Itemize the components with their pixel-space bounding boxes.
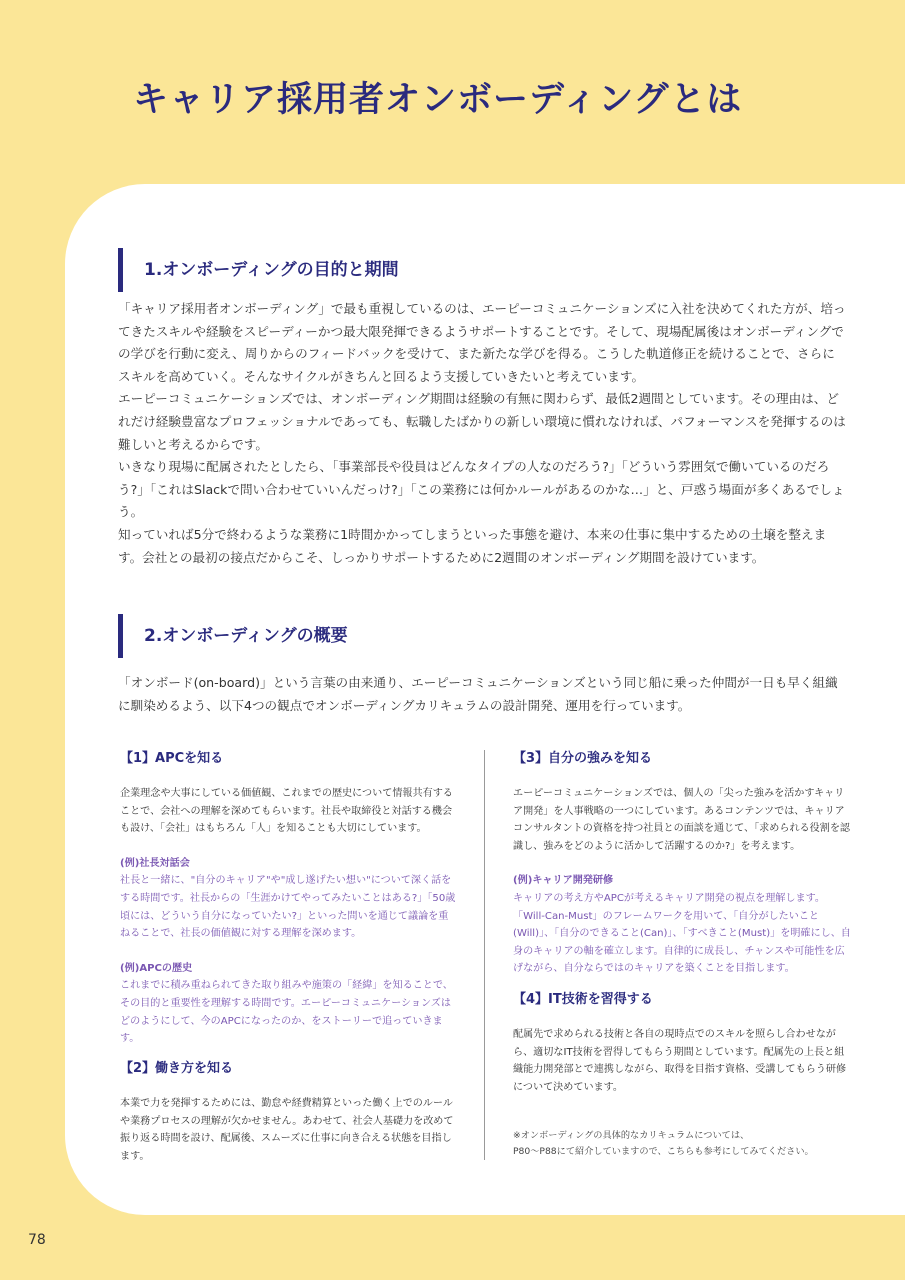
point3-example-heading: (例)キャリア開発研修 (513, 875, 614, 887)
point4-block (513, 991, 851, 1096)
point2-block (120, 1060, 458, 1165)
point1-example1-body: 社長と一緒に、"自分のキャリア"や"成し遂げたい想い"について深く話をする時間です。社長からの「生涯かけてやってみたいことはある?」「50歳頃には、どういう自分になっていたい?」といった問いを通じて議論を重ねることで、社長の価値観に対する理解を深めます。 (120, 875, 456, 940)
point1-example2-heading: (例)APCの歴史 (120, 962, 193, 974)
section1-paragraph: 知っていれば5分で終わるような業務に1時間かかってしまうといった事態を避け、本来の仕事に集中するための土壌を整えます。会社との最初の接点だからこそ、しっかりサポートするために2週間のオンボーディング期間を設けています。 (118, 526, 827, 565)
section2-heading: 2.オンボーディングの概要 (118, 614, 348, 658)
curriculum-note (513, 1128, 851, 1160)
point1-block (120, 750, 458, 1048)
point1-body: 企業理念や大事にしている価値観、これまでの歴史について情報共有することで、会社への理解を深めてもらいます。社長や取締役と対話する機会も設け、「会社」はもちろん「人」を知ることも大切にしています。 (120, 788, 453, 835)
section1-body (118, 298, 846, 569)
note-line2: P80〜P88にて紹介していますので、こちらも参考にしてみてください。 (513, 1146, 814, 1157)
section1-heading: 1.オンボーディングの目的と期間 (118, 248, 399, 292)
point4-body: 配属先で求められる技術と各自の現時点でのスキルを照らし合わせながら、適切なIT技術を習得してもらう期間としています。配属先の上長と組織能力開発部とで連携しながら、取得を目指す資格、受講してもらう研修について決めています。 (513, 1029, 847, 1093)
point1-example2-body: これまでに積み重ねられてきた取り組みや施策の「経緯」を知ることで、その目的と重要性を理解する時間です。エーピーコミュニケーションズはどのようにして、今のAPCになったのか、をストーリーで追っていきます。 (120, 980, 453, 1045)
point3-block (513, 750, 851, 978)
section1-paragraph: 「キャリア採用者オンボーディング」で最も重視しているのは、エーピーコミュニケーションズに入社を決めてくれた方が、培ってきたスキルや経験をスピーディーかつ最大限発揮できるようサポートすることです。そして、現場配属後はオンボーディングでの学びを行動に変え、周りからのフィードバックを受けて、また新たな学びを得る。こうした軌道修正を続けることで、さらにスキルを高めていく。そんなサイクルがきちんと回るよう支援していきたいと考えています。 (118, 301, 846, 384)
note-line1: ※オンボーディングの具体的なカリキュラムについては、 (513, 1130, 750, 1141)
point3-example-body: キャリアの考え方やAPCが考えるキャリア開発の視点を理解します。「Will-Can-Must」のフレームワークを用いて、「自分がしたいこと(Will)」、「自分のできること(Can)」、「すべきこと(Must)」を明確にし、自身のキャリアの軸を確立します。自律的に成長し、チャンスや可能性を広げながら、自分ならではのキャリアを築くことを目指します。 (513, 892, 851, 975)
point4-heading: 【4】IT技術を習得する (513, 992, 653, 1007)
section2-intro-text: 「オンボード(on-board)」という言葉の由来通り、エーピーコミュニケーションズという同じ船に乗った仲間が一日も早く組織に馴染めるよう、以下4つの観点でオンボーディングカリキュラムの設計開発、運用を行っています。 (118, 675, 838, 713)
section1-paragraph: いきなり現場に配属されたとしたら、「事業部長や役員はどんなタイプの人なのだろう?」「どういう雰囲気で働いているのだろう?」「これはSlackで問い合わせていいんだっけ?」「この業務には何かルールがあるのかな…」と、戸惑う場面が多くあるでしょう。 (118, 459, 845, 520)
point3-body: エーピーコミュニケーションズでは、個人の「尖った強みを活かすキャリア開発」を人事戦略の一つにしています。あるコンテンツでは、キャリアコンサルタントの資格を持つ社員との面談を通じて、「求められる役割を認識し、強みをどのように活かして活躍するのか?」を考えます。 (513, 788, 851, 852)
section1-paragraph: エーピーコミュニケーションズでは、オンボーディング期間は経験の有無に関わらず、最低2週間としています。その理由は、どれだけ経験豊富なプロフェッショナルであっても、転職したばかりの新しい環境に慣れなければ、パフォーマンスを発揮するのは難しいと考えるからです。 (118, 391, 846, 452)
point2-heading: 【2】働き方を知る (120, 1061, 234, 1076)
section2-intro (118, 672, 846, 717)
column-divider (484, 750, 485, 1160)
page-title: キャリア採用者オンボーディングとは (133, 80, 743, 120)
point2-body: 本業で力を発揮するためには、勤怠や経費精算といった働く上でのルールや業務プロセスの理解が欠かせません。あわせて、社会人基礎力を改めて振り返る時間を設け、配属後、スムーズに仕事に向き合える状態を目指します。 (120, 1098, 454, 1162)
page-number: 78 (28, 1232, 46, 1248)
point1-heading: 【1】APCを知る (120, 751, 224, 766)
point1-example1-heading: (例)社長対話会 (120, 857, 190, 869)
point3-heading: 【3】自分の強みを知る (513, 751, 653, 766)
